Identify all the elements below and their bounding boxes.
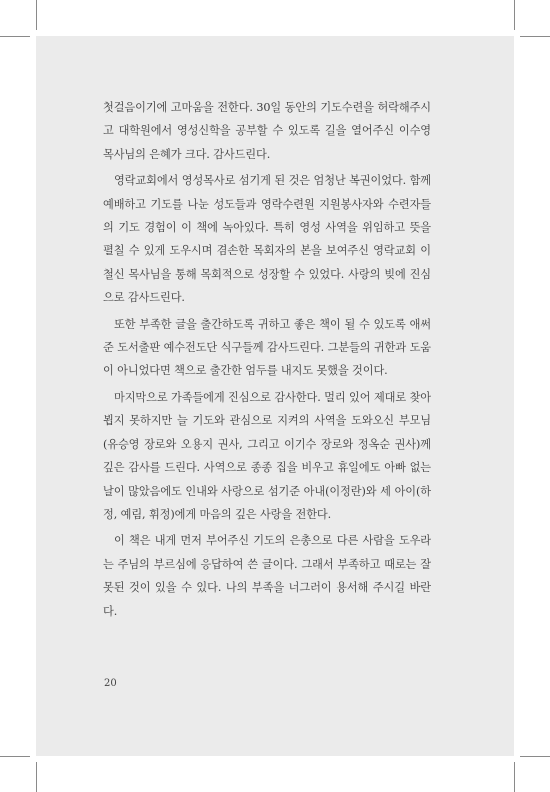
- paragraph: 또한 부족한 글을 출간하도록 귀하고 좋은 책이 될 수 있도록 애써준 도서출판 예수전도단 식구들께 감사드린다. 그분들의 귀한과 도움이 아니었다면 책으로 출간한 엄두를 내지도 못했을 것이다.: [103, 317, 431, 378]
- crop-mark: [520, 756, 550, 757]
- body-text: [103, 96, 431, 623]
- crop-mark: [514, 0, 515, 30]
- paragraph: 이 책은 내게 먼저 부어주신 기도의 은총으로 다른 사람을 도우라는 주님의 부르심에 응답하여 쓴 글이다. 그래서 부족하고 때로는 잘못된 것이 있을 수 있다. 나의 부족을 너그러이 용서해 주시길 바란다.: [103, 534, 431, 618]
- crop-mark: [514, 762, 515, 792]
- page-number: 20: [104, 678, 117, 689]
- paragraph: 영락교회에서 영성목사로 섬기게 된 것은 엄청난 복권이었다. 함께 예배하고 기도를 나눈 성도들과 영락수련원 지원봉사자와 수련자들의 기도 경험이 이 책에 녹아있다. 특히 영성 사역을 위임하고 뜻을 펼칠 수 있게 도우시며 겸손한 목회자의 본을 보여주신 영락교회 이철신 목사님을 통해 목회적으로 성장할 수 있었다. 사랑의 빚에 진심으로 감사드린다.: [103, 174, 431, 305]
- crop-mark: [36, 0, 37, 30]
- paragraph: 첫걸음이기에 고마움을 전한다. 30일 동안의 기도수련을 허락해주시고 대학원에서 영성신학을 공부할 수 있도록 길을 열어주신 이수영 목사님의 은혜가 크다. 감사드린다.: [103, 101, 431, 161]
- paragraph: 마지막으로 가족들에게 진심으로 감사한다. 멀리 있어 제대로 찾아뵙지 못하지만 늘 기도와 관심으로 지켜의 사역을 도와오신 부모님(유승영 장로와 오용지 권사, 그리고 이기수 장로와 정옥순 권사)께 깊은 감사를 드린다. 사역으로 종종 집을 비우고 휴일에도 아빠 없는 날이 많았음에도 인내와 사랑으로 섬기준 아내(이정란)와 세 아이(하정, 예림, 휘정)에게 마음의 깊은 사랑을 전한다.: [103, 390, 431, 521]
- crop-mark: [36, 762, 37, 792]
- crop-mark: [520, 36, 550, 37]
- crop-mark: [0, 36, 30, 37]
- crop-mark: [0, 756, 30, 757]
